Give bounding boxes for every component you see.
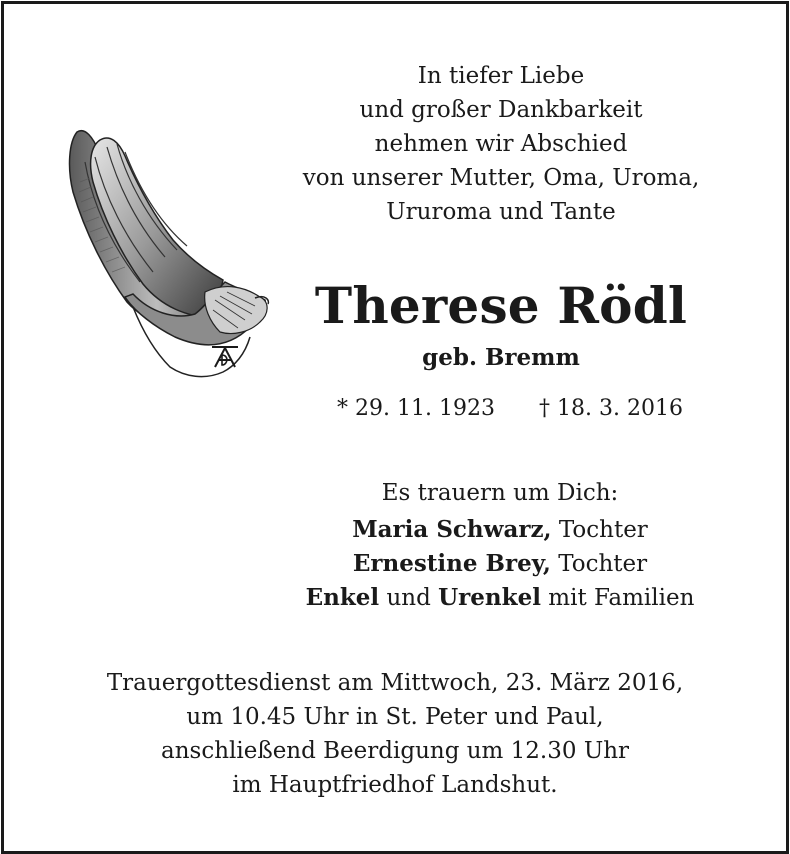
intro-line: Ururoma und Tante [386, 199, 616, 225]
service-line: Trauergottesdienst am Mittwoch, 23. März 2016, [106, 670, 684, 696]
intro-line: In tiefer Liebe [417, 63, 585, 89]
praying-hands-icon [55, 122, 270, 387]
birth-name: geb. Bremm [422, 344, 580, 371]
birth-date: * 29. 11. 1923 [337, 396, 495, 421]
family-great-grandchildren: Urenkel [438, 584, 541, 611]
intro-line: von unserer Mutter, Oma, Uroma, [302, 165, 700, 191]
mourners-heading: Es trauern um Dich: [381, 480, 619, 506]
life-dates [290, 394, 730, 424]
mourner-line [260, 547, 740, 581]
mourners-list [260, 513, 740, 615]
service-info [20, 666, 770, 802]
deceased-name: Therese Rödl [314, 276, 688, 335]
family-connector: und [379, 585, 439, 611]
family-line [260, 581, 740, 615]
intro-line: nehmen wir Abschied [374, 131, 628, 157]
mourner-relation: Tochter [550, 551, 648, 577]
mourner-relation: Tochter [551, 517, 648, 543]
service-line: um 10.45 Uhr in St. Peter und Paul, [186, 704, 604, 730]
mourner-line [260, 513, 740, 547]
service-line: im Hauptfriedhof Landshut. [232, 772, 558, 798]
death-date: † 18. 3. 2016 [539, 396, 683, 421]
duerer-monogram [212, 346, 238, 367]
family-suffix: mit Familien [540, 585, 695, 611]
intro-text [275, 59, 727, 229]
family-grandchildren: Enkel [305, 584, 380, 611]
service-line: anschließend Beerdigung um 12.30 Uhr [160, 738, 630, 764]
mourner-name: Ernestine Brey, [352, 550, 551, 577]
mourner-name: Maria Schwarz, [352, 516, 552, 543]
intro-line: und großer Dankbarkeit [359, 97, 643, 123]
